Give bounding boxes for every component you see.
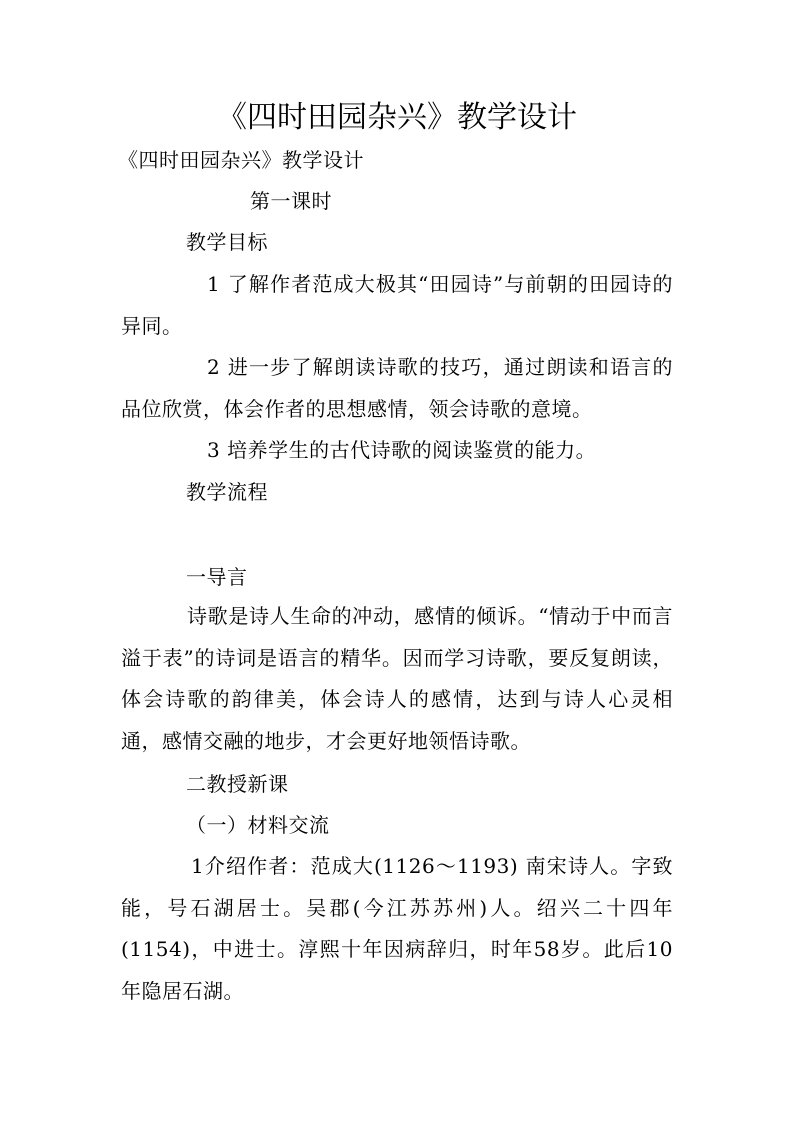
section-2-heading: 二教授新课 xyxy=(186,772,289,796)
goal-item-2: 2 进一步了解朗读诗歌的技巧，通过朗读和语言的品位欣赏，体会作者的思想感情，领会诗歌的意境。 xyxy=(121,355,673,421)
goal-item-3: 3 培养学生的古代诗歌的阅读鉴赏的能力。 xyxy=(207,438,597,462)
section-1-paragraph: 诗歌是诗人生命的冲动，感情的倾诉。“情动于中而言溢于表”的诗词是语言的精华。因而学习诗歌，要反复朗读，体会诗歌的韵律美，体会诗人的感情，达到与诗人心灵相通，感情交融的地步，才会更好地领悟诗歌。 xyxy=(121,604,673,753)
section-1-heading: 一导言 xyxy=(186,565,248,589)
document-title: 《四时田园杂兴》教学设计 xyxy=(217,100,577,135)
subsection-1-heading: （一）材料交流 xyxy=(186,813,330,837)
goals-heading: 教学目标 xyxy=(186,230,268,254)
author-intro-paragraph: 1介绍作者：范成大(1126～1193) 南宋诗人。字致能，号石湖居士。吴郡(今江苏苏州)人。绍兴二十四年(1154)，中进士。淳熙十年因病辞归，时年58岁。此后10年隐居石湖。 xyxy=(121,854,673,1003)
document-subtitle: 《四时田园杂兴》教学设计 xyxy=(118,148,364,172)
goal-item-1: 1 了解作者范成大极其“田园诗”与前朝的田园诗的异同。 xyxy=(121,272,673,338)
process-heading: 教学流程 xyxy=(186,480,268,504)
lesson-label: 第一课时 xyxy=(250,189,332,213)
